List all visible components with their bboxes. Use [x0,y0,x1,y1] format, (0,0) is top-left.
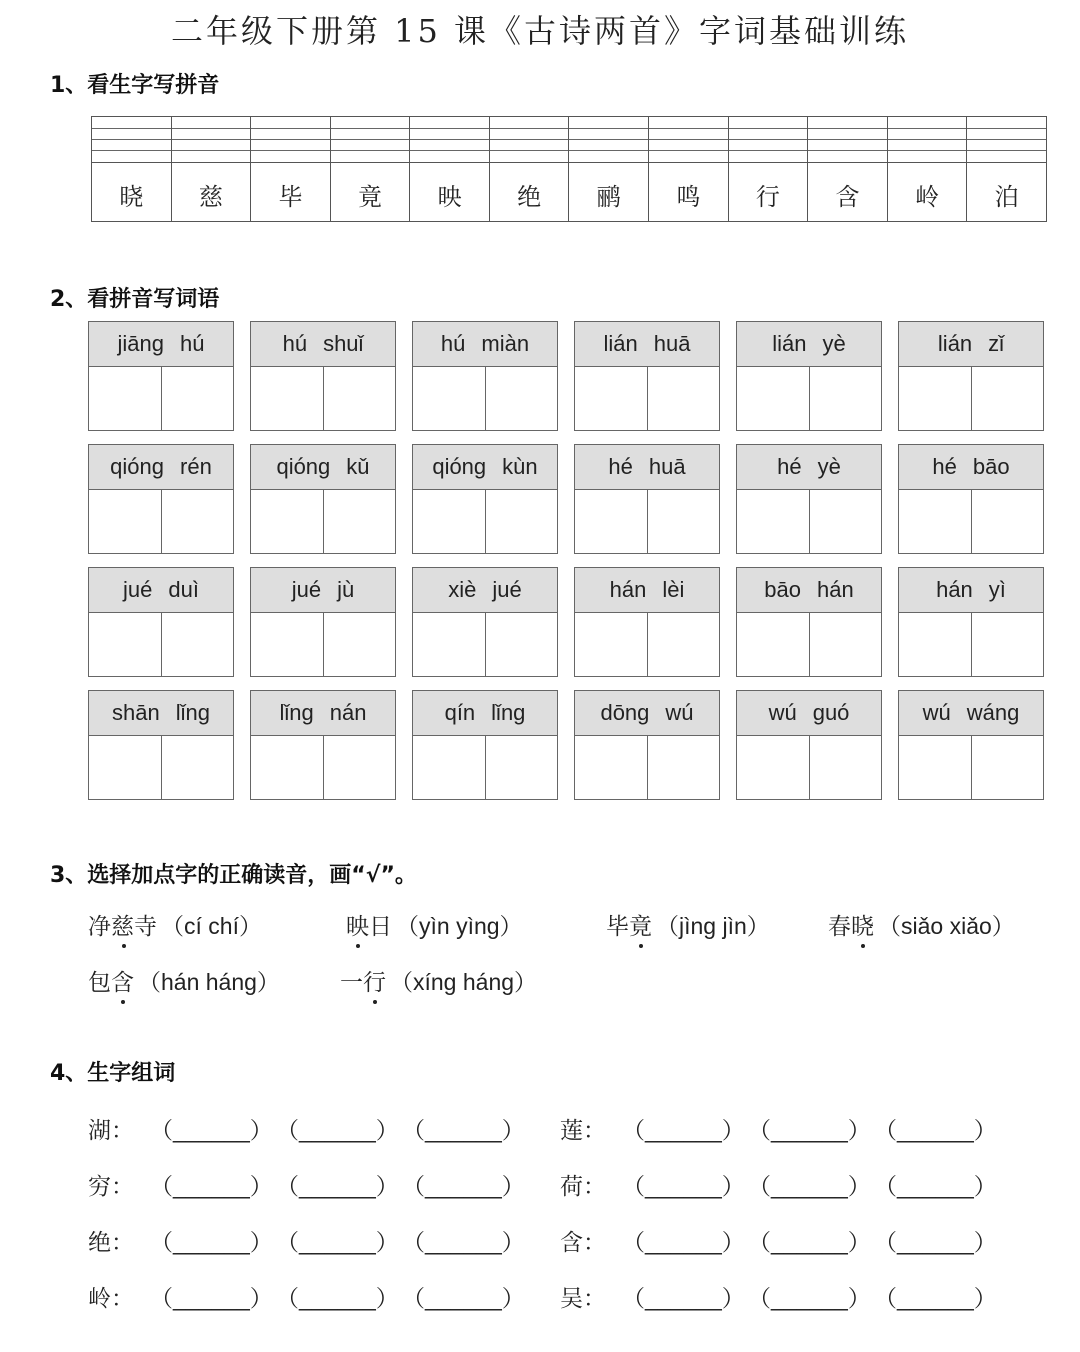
word-box [88,444,234,554]
pinyin-syllable: zǐ [988,331,1005,356]
reading-options: （hán háng） [138,969,280,995]
pinyin-column[interactable] [410,117,490,221]
pinyin-syllable: qióng [276,454,331,479]
pinyin-syllable: dōng [600,700,650,725]
reading-choice[interactable] [828,908,1015,941]
pinyin-column[interactable] [888,117,968,221]
character: 绝 [517,183,542,211]
pinyin-syllable: rén [180,454,212,479]
writing-cell[interactable] [486,613,558,676]
word-box [736,444,882,554]
answer-blank[interactable]: （______） [622,1229,745,1255]
writing-cell[interactable] [162,367,234,430]
word-box [574,690,720,800]
char-label: 湖： [88,1118,134,1144]
emphasis-dot [373,1000,377,1004]
word-building-row [560,1280,1000,1313]
writing-cell[interactable] [413,736,486,799]
writing-cell[interactable] [972,613,1044,676]
writing-cell[interactable] [486,490,558,553]
reading-options: （siǎo xiǎo） [878,913,1015,939]
pinyin-syllable: kùn [502,454,538,479]
word-box [88,321,234,431]
char-label: 岭： [88,1286,134,1312]
pinyin-syllable: yè [817,454,841,479]
pinyin-syllable: jiāng [117,331,164,356]
pinyin-syllable: hú [440,331,466,356]
char-label: 穷： [88,1174,134,1200]
reading-choice[interactable] [606,908,770,941]
writing-cell[interactable] [251,490,324,553]
character: 竟 [358,183,383,211]
word: 映日 [346,914,392,940]
reading-choice[interactable] [340,964,537,997]
writing-cell[interactable] [162,490,234,553]
writing-cell[interactable] [251,367,324,430]
writing-cell[interactable] [324,613,396,676]
pinyin-column[interactable] [649,117,729,221]
section4-heading: 4、生字组词 [50,1061,176,1086]
pinyin-syllable: jù [337,577,355,602]
emphasis-dot [121,1000,125,1004]
character: 慈 [198,183,223,211]
pinyin-syllable: hú [282,331,308,356]
word-building-row [88,1224,528,1257]
writing-cell[interactable] [810,613,882,676]
reading-choice[interactable] [88,908,262,941]
word-box [412,567,558,677]
writing-cell[interactable] [575,613,648,676]
reading-options: （jìng jìn） [656,913,770,939]
writing-cell[interactable] [899,367,972,430]
word-box [412,321,558,431]
char-label: 含： [560,1230,606,1256]
writing-cell[interactable] [162,736,234,799]
writing-cell[interactable] [737,613,810,676]
char-label: 荷： [560,1174,606,1200]
section1-heading: 1、看生字写拼音 [50,73,220,98]
writing-cell[interactable] [413,613,486,676]
word: 一行 [340,970,386,996]
answer-blank[interactable]: （______） [150,1117,273,1143]
pinyin-syllable: nán [329,700,367,725]
reading-options: （xíng háng） [390,969,538,995]
writing-cell[interactable] [324,490,396,553]
word: 毕竟 [606,914,652,940]
pinyin-syllable: yì [988,577,1006,602]
pinyin-syllable: lèi [662,577,685,602]
answer-blank[interactable]: （______） [622,1117,745,1143]
pinyin-syllable: lǐng [279,700,314,725]
word-building-row [88,1112,528,1145]
answer-blank[interactable]: （______） [150,1285,273,1311]
pinyin-syllable: lián [603,331,638,356]
word-row [88,690,1044,800]
word-box [412,444,558,554]
answer-blank[interactable]: （______） [748,1229,871,1255]
character: 鸣 [676,183,701,211]
pinyin-column[interactable] [92,117,172,221]
pinyin-column[interactable] [569,117,649,221]
answer-blank[interactable]: （______） [622,1173,745,1199]
word-box [250,567,396,677]
character: 晓 [119,183,144,211]
word-row [88,321,1044,431]
writing-cell[interactable] [251,736,324,799]
answer-blank[interactable]: （______） [748,1285,871,1311]
pinyin-column[interactable] [172,117,252,221]
pinyin-syllable: huā [648,454,686,479]
reading-options: （yìn yìng） [396,913,523,939]
word-box [88,690,234,800]
word-box [574,444,720,554]
word-box [736,321,882,431]
writing-cell[interactable] [737,367,810,430]
writing-cell[interactable] [89,490,162,553]
pinyin-syllable: bāo [972,454,1010,479]
character: 毕 [278,183,303,211]
pinyin-syllable: hán [609,577,647,602]
word-box [412,690,558,800]
pinyin-syllable: yè [822,331,846,356]
word: 包含 [88,970,134,996]
pinyin-syllable: shān [112,700,160,725]
answer-blank[interactable]: （______） [276,1173,399,1199]
emphasis-dot [122,944,126,948]
writing-cell[interactable] [575,736,648,799]
pinyin-syllable: wú [665,700,694,725]
answer-blank[interactable]: （______） [874,1229,997,1255]
character: 鹂 [596,183,621,211]
pinyin-column[interactable] [808,117,888,221]
emphasis-dot [861,944,865,948]
pinyin-syllable: wáng [966,700,1020,725]
reading-choice[interactable] [346,908,523,941]
writing-cell[interactable] [648,613,720,676]
word-box [898,690,1044,800]
writing-cell[interactable] [648,490,720,553]
char-label: 吴： [560,1286,606,1312]
pinyin-syllable: hé [932,454,957,479]
writing-cell[interactable] [413,367,486,430]
writing-cell[interactable] [324,367,396,430]
answer-blank[interactable]: （______） [276,1117,399,1143]
writing-cell[interactable] [737,736,810,799]
pinyin-syllable: hú [180,331,205,356]
word-box [250,321,396,431]
writing-cell[interactable] [737,490,810,553]
writing-cell[interactable] [89,613,162,676]
pinyin-syllable: qióng [432,454,487,479]
pinyin-syllable: hé [777,454,802,479]
word-box [898,444,1044,554]
writing-cell[interactable] [162,613,234,676]
word-row [88,567,1044,677]
answer-blank[interactable]: （______） [276,1229,399,1255]
pinyin-syllable: jué [492,577,522,602]
writing-cell[interactable] [251,613,324,676]
char-label: 莲： [560,1118,606,1144]
character: 泊 [994,183,1019,211]
answer-blank[interactable]: （______） [874,1173,997,1199]
word: 春晓 [828,914,874,940]
answer-blank[interactable]: （______） [622,1285,745,1311]
pinyin-syllable: lián [772,331,807,356]
pinyin-syllable: qióng [110,454,165,479]
writing-cell[interactable] [486,736,558,799]
writing-cell[interactable] [575,367,648,430]
pinyin-syllable: xiè [448,577,477,602]
answer-blank[interactable]: （______） [748,1117,871,1143]
pinyin-syllable: bāo [764,577,801,602]
reading-options: （cí chí） [161,913,262,939]
answer-blank[interactable]: （______） [150,1173,273,1199]
writing-cell[interactable] [899,490,972,553]
pinyin-syllable: guó [812,700,850,725]
pinyin-syllable: huā [653,331,691,356]
writing-cell[interactable] [324,736,396,799]
word-box [250,444,396,554]
pinyin-syllable: hé [608,454,633,479]
pinyin-syllable: wú [922,700,951,725]
pinyin-syllable: lián [937,331,973,356]
pinyin-syllable: jué [123,577,153,602]
answer-blank[interactable]: （______） [402,1173,525,1199]
reading-choice[interactable] [88,964,280,997]
word-box [898,321,1044,431]
pinyin-column[interactable] [490,117,570,221]
writing-cell[interactable] [972,367,1044,430]
character: 含 [835,183,860,211]
answer-blank[interactable]: （______） [402,1117,525,1143]
pinyin-syllable: lǐng [491,700,526,725]
word-box [88,567,234,677]
writing-cell[interactable] [899,736,972,799]
writing-cell[interactable] [810,367,882,430]
answer-blank[interactable]: （______） [748,1173,871,1199]
character: 岭 [915,183,940,211]
word-writing-grid [88,321,1044,813]
writing-cell[interactable] [810,736,882,799]
section3-heading: 3、选择加点字的正确读音，画“√”。 [50,863,417,888]
writing-cell[interactable] [89,367,162,430]
pinyin-column[interactable] [251,117,331,221]
word-box [574,567,720,677]
word-row [88,444,1044,554]
pinyin-syllable: hán [817,577,854,602]
writing-cell[interactable] [648,736,720,799]
character: 映 [437,183,462,211]
writing-cell[interactable] [486,367,558,430]
writing-cell[interactable] [89,736,162,799]
writing-cell[interactable] [972,490,1044,553]
answer-blank[interactable]: （______） [874,1117,997,1143]
pinyin-syllable: qín [444,700,476,725]
emphasis-dot [639,944,643,948]
word-box [736,690,882,800]
pinyin-syllable: hán [936,577,973,602]
word-box [250,690,396,800]
answer-blank[interactable]: （______） [402,1285,525,1311]
word-box [736,567,882,677]
emphasis-dot [356,944,360,948]
answer-blank[interactable]: （______） [402,1229,525,1255]
answer-blank[interactable]: （______） [874,1285,997,1311]
word-building-row [560,1112,1000,1145]
word-building-row [88,1168,528,1201]
pinyin-syllable: miàn [481,331,530,356]
writing-cell[interactable] [413,490,486,553]
writing-cell[interactable] [899,613,972,676]
answer-blank[interactable]: （______） [276,1285,399,1311]
word-box [574,321,720,431]
character: 行 [755,183,780,211]
pinyin-writing-table [91,116,1047,222]
pinyin-column[interactable] [967,117,1046,221]
writing-cell[interactable] [575,490,648,553]
section2-heading: 2、看拼音写词语 [50,287,220,312]
pinyin-syllable: jué [291,577,322,602]
pinyin-syllable: duì [168,577,199,602]
answer-blank[interactable]: （______） [150,1229,273,1255]
char-label: 绝： [88,1230,134,1256]
pinyin-syllable: kǔ [346,454,370,479]
word-building-row [560,1224,1000,1257]
word-building-row [88,1280,528,1313]
pinyin-syllable: wú [768,700,797,725]
pinyin-column[interactable] [331,117,411,221]
word-building-row [560,1168,1000,1201]
page-title: 二年级下册第 15 课《古诗两首》字词基础训练 [170,12,910,50]
writing-cell[interactable] [972,736,1044,799]
word: 净慈寺 [88,914,157,940]
word-box [898,567,1044,677]
writing-cell[interactable] [648,367,720,430]
pinyin-syllable: shuǐ [323,331,364,356]
pinyin-syllable: lǐng [175,700,210,725]
writing-cell[interactable] [810,490,882,553]
pinyin-column[interactable] [729,117,809,221]
